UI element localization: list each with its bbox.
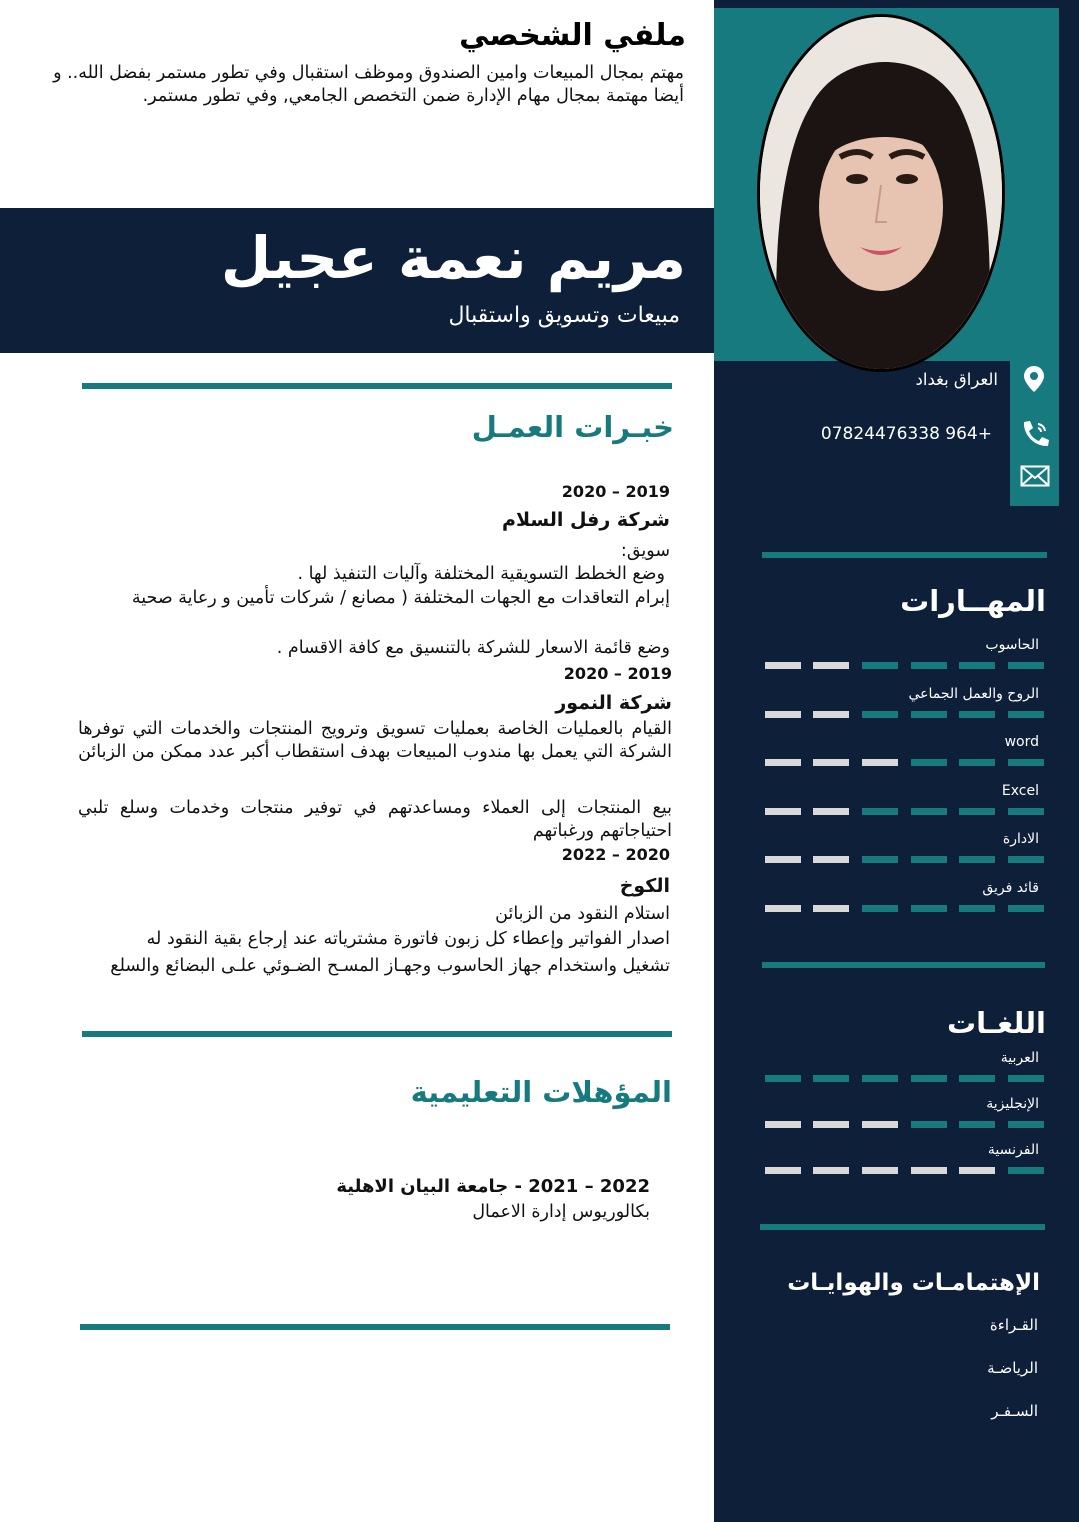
rating-bar-filled — [911, 905, 947, 912]
sidebar-divider — [762, 552, 1047, 558]
sidebar-divider — [762, 962, 1045, 968]
rating-bar-empty — [765, 905, 801, 912]
rating-bar-filled — [1008, 1167, 1044, 1174]
section-divider — [82, 383, 672, 389]
rating-bar-filled — [862, 711, 898, 718]
rating-bar-filled — [862, 1075, 898, 1082]
skill-label: Excel — [1001, 782, 1039, 799]
skills-title: المهــارات — [900, 584, 1046, 618]
skill-label: قائد فريق — [982, 879, 1039, 896]
rating-bar-filled — [959, 808, 995, 815]
rating-bar-filled — [1008, 905, 1044, 912]
rating-bar-filled — [1008, 711, 1044, 718]
rating-bar-filled — [911, 1121, 947, 1128]
rating-bar-empty — [813, 759, 849, 766]
rating-bar-empty — [765, 662, 801, 669]
rating-bar-empty — [813, 662, 849, 669]
interest-item: الرياضـة — [987, 1359, 1038, 1377]
job-dates: 2019 – 2020 — [561, 482, 670, 501]
rating-bar-empty — [765, 759, 801, 766]
candidate-role: مبيعات وتسويق واستقبال — [448, 303, 680, 328]
portrait-illustration — [760, 17, 1002, 369]
rating-bar-filled — [911, 662, 947, 669]
rating-bar-filled — [911, 808, 947, 815]
job-line: إبرام التعاقدات مع الجهات المختلفة ( مصانع / شركات تأمين و رعاية صحية — [131, 588, 670, 608]
section-divider — [80, 1324, 670, 1330]
rating-bar-empty — [765, 856, 801, 863]
rating-bar-filled — [959, 662, 995, 669]
job-line: القيام بالعمليات الخاصة بعمليات تسويق وترويج المنتجات والخدمات التي توفرها الشركة التي يعمل بها مندوب المبيعات بهدف استقطاب أكبر عدد ممكن من الزبائن — [78, 719, 672, 762]
job-dates: 2020 – 2022 — [561, 845, 670, 864]
rating-bar-empty — [765, 1121, 801, 1128]
rating-bar-empty — [765, 808, 801, 815]
rating-bar-filled — [1008, 662, 1044, 669]
rating-bar-empty — [813, 905, 849, 912]
education-line: 2022 – 2021 - جامعة البيان الاهلية — [336, 1176, 650, 1197]
skill-label: word — [1004, 734, 1039, 750]
rating-bar-filled — [1008, 1075, 1044, 1082]
profile-text: مهتم بمجال المبيعات وامين الصندوق وموظف استقبال وفي تطور مستمر بفضل الله.. و أيضا مهتمة بمجال مهام الإدارة ضمن التخصص الجامعي, وفي تطور مستمر. — [53, 63, 684, 106]
rating-bar-filled — [862, 905, 898, 912]
profile-photo — [757, 14, 1005, 372]
rating-bar-filled — [911, 711, 947, 718]
section-divider — [82, 1031, 672, 1037]
rating-bar-empty — [813, 808, 849, 815]
rating-bar-filled — [765, 1075, 801, 1082]
job-line: سويق: — [620, 541, 670, 561]
rating-bar-filled — [1008, 808, 1044, 815]
job-line: اصدار الفواتير وإعطاء كل زبون فاتورة مشترياته عند إرجاع بقية النقود له — [146, 929, 670, 949]
contact-location: العراق بغداد — [915, 370, 998, 389]
rating-bar-empty — [911, 1167, 947, 1174]
rating-bar-filled — [959, 1075, 995, 1082]
language-label: الفرنسية — [987, 1142, 1039, 1158]
language-label: الإنجليزية — [986, 1096, 1039, 1112]
education-degree: بكالوريوس إدارة الاعمال — [472, 1202, 650, 1222]
interests-title: الإهتمامـات والهوايـات — [787, 1270, 1040, 1296]
rating-bar-empty — [765, 1167, 801, 1174]
email-icon[interactable] — [1020, 465, 1050, 491]
rating-bar-empty — [862, 1121, 898, 1128]
rating-bar-filled — [862, 856, 898, 863]
job-line: وضع الخطط التسويقية المختلفة وآليات التنفيذ لها . — [297, 564, 665, 584]
language-label: العربية — [1000, 1050, 1039, 1066]
languages-title: اللغـات — [947, 1006, 1046, 1040]
location-pin-icon — [1021, 364, 1047, 398]
rating-bar-filled — [1008, 759, 1044, 766]
skill-label: الحاسوب — [985, 637, 1039, 653]
experience-title: خبـرات العمـل — [471, 410, 674, 444]
rating-bar-empty — [813, 1167, 849, 1174]
profile-title: ملفي الشخصي — [459, 18, 686, 53]
sidebar-divider — [760, 1224, 1045, 1230]
job-line: وضع قائمة الاسعار للشركة بالتنسيق مع كافة الاقسام . — [276, 638, 670, 658]
rating-bar-empty — [862, 759, 898, 766]
job-line: بيع المنتجات إلى العملاء ومساعدتهم في توفير منتجات وخدمات وسلع تلبي احتياجاتهم ورغباتهم — [78, 798, 672, 841]
rating-bar-filled — [959, 711, 995, 718]
job-company: شركة رفل السلام — [502, 509, 670, 531]
rating-bar-empty — [959, 1167, 995, 1174]
rating-bar-empty — [813, 711, 849, 718]
interest-item: السـفـر — [991, 1402, 1038, 1420]
job-company: شركة النمور — [555, 692, 672, 714]
rating-bar-filled — [959, 856, 995, 863]
rating-bar-filled — [911, 759, 947, 766]
rating-bar-empty — [765, 711, 801, 718]
interest-item: القـراءة — [989, 1316, 1038, 1334]
skill-label: الادارة — [1002, 831, 1039, 847]
rating-bar-filled — [862, 662, 898, 669]
rating-bar-filled — [862, 808, 898, 815]
rating-bar-empty — [813, 1121, 849, 1128]
phone-icon — [1019, 418, 1051, 452]
rating-bar-filled — [911, 1075, 947, 1082]
rating-bar-filled — [959, 1121, 995, 1128]
rating-bar-empty — [813, 856, 849, 863]
job-line: تشغيل واستخدام جهاز الحاسوب وجهـاز المسـح الضـوئي علـى البضائع والسلع — [110, 956, 670, 976]
rating-bar-filled — [959, 759, 995, 766]
candidate-name: مريم نعمة عجيل — [220, 224, 686, 292]
rating-bar-filled — [813, 1075, 849, 1082]
contact-phone[interactable]: +964 07824476338 — [820, 424, 992, 444]
rating-bar-filled — [1008, 856, 1044, 863]
job-dates: 2019 – 2020 — [563, 664, 672, 683]
skill-label: الروح والعمل الجماعي — [908, 685, 1039, 702]
job-line: استلام النقود من الزبائن — [495, 904, 670, 924]
education-title: المؤهلات التعليمية — [410, 1075, 672, 1109]
rating-bar-filled — [959, 905, 995, 912]
rating-bar-filled — [1008, 1121, 1044, 1128]
rating-bar-filled — [911, 856, 947, 863]
rating-bar-empty — [862, 1167, 898, 1174]
job-company: الكوخ — [619, 875, 670, 897]
